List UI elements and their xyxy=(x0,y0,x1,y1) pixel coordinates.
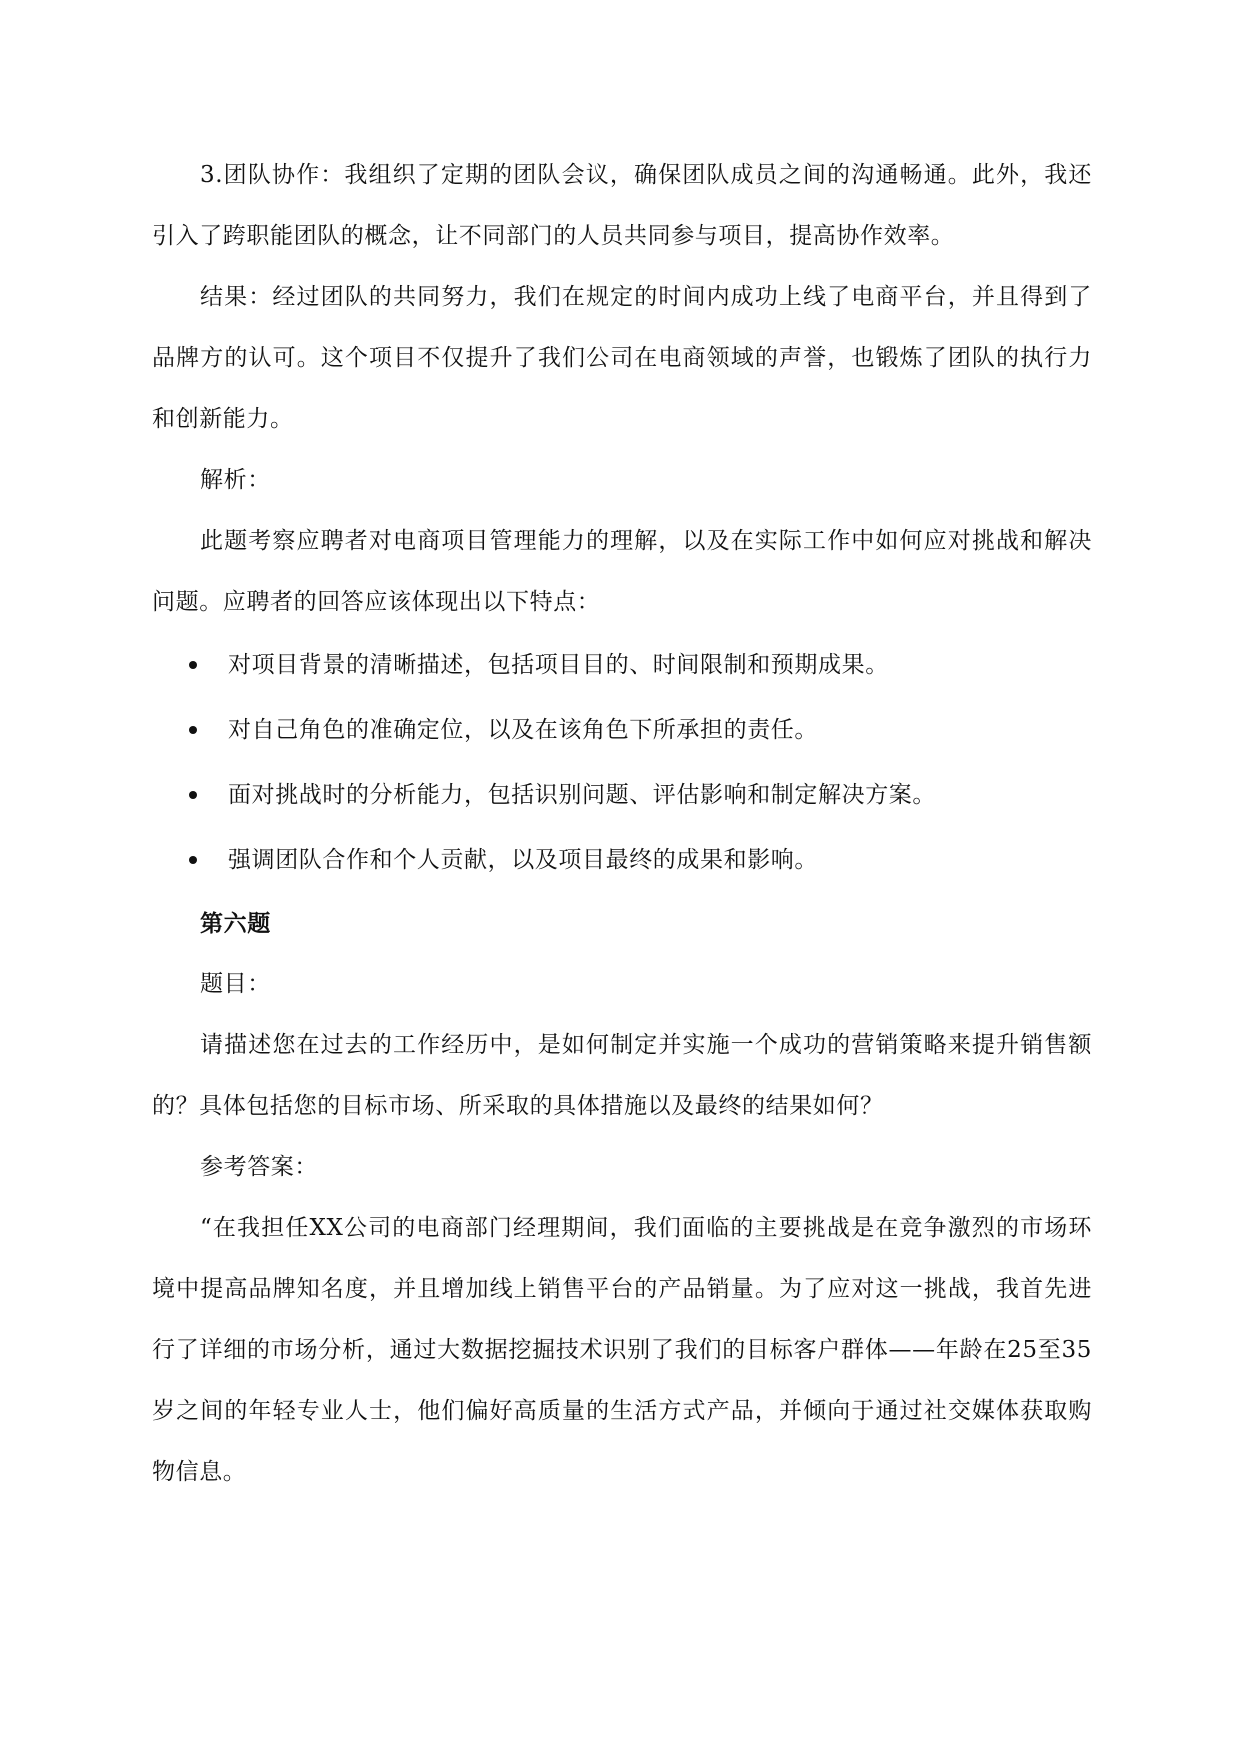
list-item xyxy=(152,633,1092,698)
list-item-text: 强调团队合作和个人贡献，以及项目最终的成果和影响。 xyxy=(228,847,818,873)
list-item xyxy=(152,828,1092,893)
bullet-dot-icon xyxy=(189,791,197,799)
document-page xyxy=(152,145,1092,1503)
paragraph-team-collaboration: 3.团队协作：我组织了定期的团队会议，确保团队成员之间的沟通畅通。此外，我还引入了跨职能团队的概念，让不同部门的人员共同参与项目，提高协作效率。 xyxy=(152,162,1092,249)
list-item xyxy=(152,763,1092,828)
paragraph-question: 请描述您在过去的工作经历中，是如何制定并实施一个成功的营销策略来提升销售额的？具体包括您的目标市场、所采取的具体措施以及最终的结果如何？ xyxy=(152,1032,1092,1119)
list-item-text: 对自己角色的准确定位，以及在该角色下所承担的责任。 xyxy=(228,717,818,743)
list-item-text: 面对挑战时的分析能力，包括识别问题、评估影响和制定解决方案。 xyxy=(228,782,936,808)
list-item-text: 对项目背景的清晰描述，包括项目目的、时间限制和预期成果。 xyxy=(228,652,889,678)
paragraph-analysis-intro: 此题考察应聘者对电商项目管理能力的理解，以及在实际工作中如何应对挑战和解决问题。应聘者的回答应该体现出以下特点： xyxy=(152,528,1092,615)
paragraph-result: 结果：经过团队的共同努力，我们在规定的时间内成功上线了电商平台，并且得到了品牌方的认可。这个项目不仅提升了我们公司在电商领域的声誉，也锻炼了团队的执行力和创新能力。 xyxy=(152,284,1092,432)
paragraph-answer: “在我担任XX公司的电商部门经理期间，我们面临的主要挑战是在竞争激烈的市场环境中提高品牌知名度，并且增加线上销售平台的产品销量。为了应对这一挑战，我首先进行了详细的市场分析，通过大数据挖掘技术识别了我们的目标客户群体——年龄在25至35岁之间的年轻专业人士，他们偏好高质量的生活方式产品，并倾向于通过社交媒体获取购物信息。 xyxy=(152,1215,1092,1485)
bullet-dot-icon xyxy=(189,661,197,669)
paragraph-answer-label: 参考答案： xyxy=(200,1154,318,1180)
bullet-dot-icon xyxy=(189,856,197,864)
bullet-dot-icon xyxy=(189,726,197,734)
analysis-bullet-list xyxy=(152,633,1092,893)
paragraph-analysis-label: 解析： xyxy=(200,467,271,493)
paragraph-question-label: 题目： xyxy=(200,971,271,997)
list-item xyxy=(152,698,1092,763)
section-heading: 第六题 xyxy=(200,910,271,937)
